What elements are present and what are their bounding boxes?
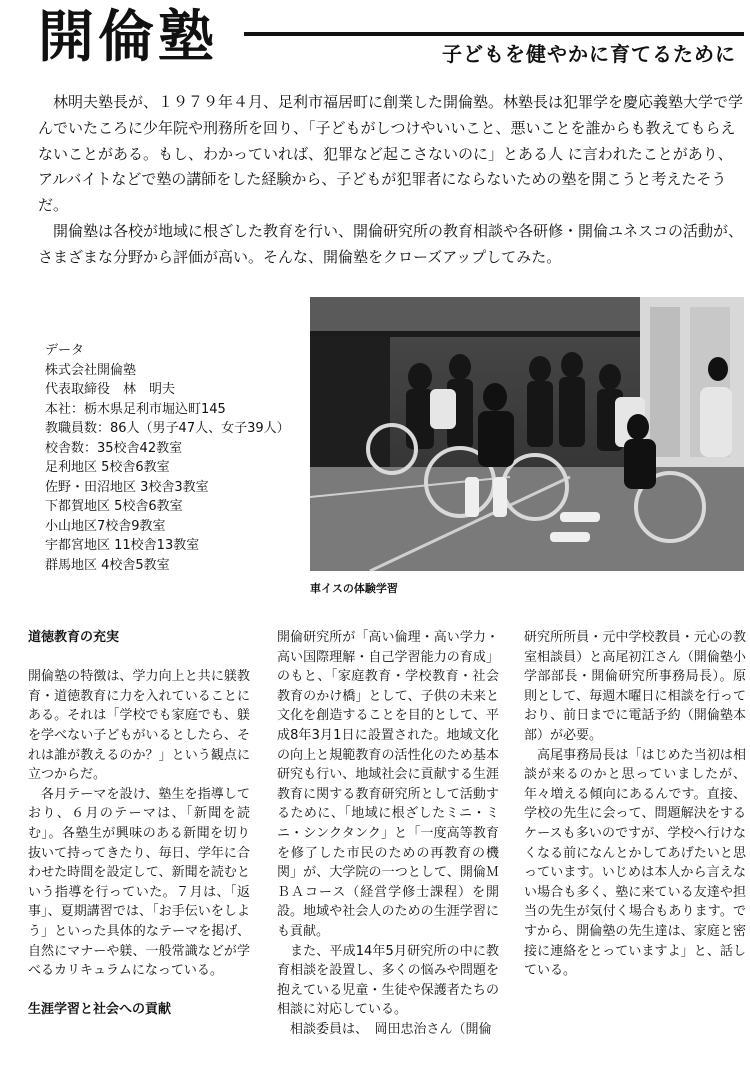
page-subtitle: 子どもを健やかに育てるために bbox=[442, 42, 736, 66]
company-data-box bbox=[45, 341, 295, 575]
article-column-3 bbox=[524, 628, 746, 981]
data-box-line: 佐野・田沼地区 3校舎3教室 bbox=[45, 479, 209, 495]
page-title: 開倫塾 bbox=[38, 4, 218, 70]
article-paragraph: 高尾事務局長は「はじめた当初は相談が来るのかと思っていましたが、年々増える傾向にあるんです。直接、学校の先生に会って、問題解決をするケースも多いのですが、学校へ行けなくなる前になんとかしてあげたいと思っています。いじめは本人から言えない場合も多く、塾に来ている友達や担当の先生が気付く場合もあります。ですから、開倫塾の先生達は、家庭と密接に連絡をとっていますよ」と、話している。 bbox=[524, 747, 746, 979]
intro-paragraph: 林明夫塾長が、１９７９年４月、足利市福居町に創業した開倫塾。林塾長は犯罪学を慶応義塾大学で学んでいたころに少年院や刑務所を回り、「子どもがしつけやいいこと、悪いことを誰からも教えてもらえないことがある。もし、わかっていれば、犯罪など起こさないのに」とある人 に言われたことがあり、アルバイトなどで塾の講師をした経験から、子どもが犯罪者にならないための塾を開こうと考えたそうだ。 bbox=[38, 93, 744, 215]
article-column-2 bbox=[277, 628, 499, 1039]
data-box-line: 下都賀地区 5校舎6教室 bbox=[45, 499, 183, 514]
photo-caption: 車イスの体験学習 bbox=[310, 582, 398, 595]
data-box-line: 教職員数：86人（男子47人、女子39人） bbox=[45, 421, 290, 436]
section-heading: 道徳教育の充実 bbox=[28, 630, 120, 645]
section-heading: 生涯学習と社会への貢献 bbox=[28, 1002, 172, 1018]
title-rule bbox=[244, 32, 744, 36]
spacer bbox=[28, 981, 250, 1001]
data-box-line: 株式会社開倫塾 bbox=[45, 362, 137, 378]
article-paragraph: 各月テーマを設け、塾生を指導しており、６月のテーマは、「新聞を読む」。各塾生が興味のある新聞を切り抜いて持ってきたり、毎日、学年に合わせた時間を設定して、新聞を読むという指導を行っていた。７月は、「返事」、夏期講習では、「お手伝いをしよう」といった具体的なテーマを掲げ、自然にマナーや躾、一般常識などが学べるカリキュラムになっている。 bbox=[28, 786, 250, 979]
photo-illustration bbox=[310, 297, 744, 571]
article-paragraph: また、平成14年5月研究所の中に教育相談を設置し、多くの悩みや問題を抱えている児童・生徒や保護者たちの相談に対応している。 bbox=[277, 943, 499, 1018]
data-box-heading: データ bbox=[45, 343, 85, 358]
data-box-line: 小山地区7校舎9教室 bbox=[45, 518, 166, 534]
article-paragraph: 研究所所員・元中学校教員・元心の教室相談員）と高尾初江さん（開倫塾小学部部長・開倫研究所事務局長）。原則として、毎週木曜日に相談を行っており、前日までに電話予約（開倫塾本部）が必要。 bbox=[524, 630, 746, 743]
article-column-1 bbox=[28, 628, 250, 1020]
intro-paragraph: 開倫塾は各校が地域に根ざした教育を行い、開倫研究所の教育相談や各研修・開倫ユネスコの活動が、さまざまな分野から評価が高い。そんな、開倫塾をクローズアップしてみた。 bbox=[38, 221, 744, 266]
data-box-line: 宇都宮地区 11校舎13教室 bbox=[45, 538, 200, 553]
article-paragraph: 開倫研究所が「高い倫理・高い学力・高い国際理解・自己学習能力の育成」のもと、「家庭教育・学校教育・社会教育のかけ橋」として、子供の未来と文化を創造することを目的として、平成8年3月1日に設置された。地域文化の向上と規範教育の活性化のため基本研究も行い、地域社会に貢献する生涯教育に関する教育研究所として活動するために、「地域に根ざしたミニ・ミニ・シンクタンク」と「一度高等教育を修了した市民のための再教育の機関」が、大学院の一つとして、開倫ＭＢＡコース（経営学修士課程）を開設。地域や社会人のための生涯学習にも貢献。 bbox=[277, 630, 499, 939]
data-box-line: 校舎数：35校舎42教室 bbox=[45, 440, 183, 456]
spacer bbox=[28, 648, 250, 668]
intro-text bbox=[38, 90, 744, 271]
data-box-line: 代表取締役 林 明夫 bbox=[45, 382, 176, 397]
data-box-line: 群馬地区 4校舎5教室 bbox=[45, 557, 170, 573]
wheelchair-experience-photo bbox=[310, 297, 744, 571]
article-paragraph: 相談委員は、 岡田忠治さん（開倫 bbox=[290, 1021, 492, 1037]
data-box-line: 足利地区 5校舎6教室 bbox=[45, 460, 170, 475]
article-paragraph: 開倫塾の特徴は、学力向上と共に躾教育・道徳教育に力を入れていることにある。それは「学校でも家庭でも、躾を学べない子どもがいるとしたら、それは誰が教えるのか？」という観点に立つからだ。 bbox=[28, 669, 250, 783]
data-box-line: 本社：栃木県足利市堀込町145 bbox=[45, 401, 226, 417]
corner-logo-watermark bbox=[610, 2, 740, 22]
